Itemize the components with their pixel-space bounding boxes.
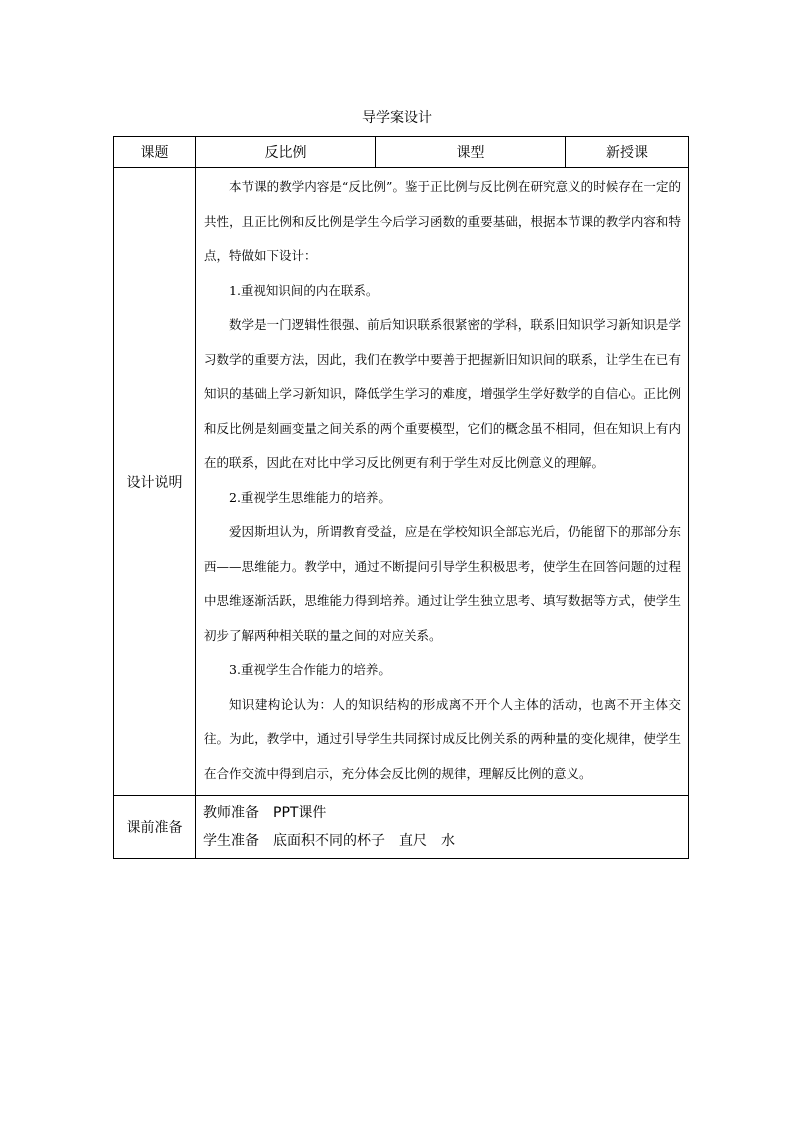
type-label: 课型 [376, 137, 566, 168]
document-title: 导学案设计 [362, 110, 432, 126]
student-preparation: 学生准备 底面积不同的杯子 直尺 水 [203, 833, 455, 849]
design-heading: 1.重视知识间的内在联系。 [229, 282, 379, 298]
design-paragraph: 数学是一门逻辑性很强、前后知识联系很紧密的学科，联系旧知识学习新知识是学习数学的重要方法，因此，我们在教学中要善于把握新旧知识间的联系，让学生在已有知识的基础上学习新知识，降低学生学习的难度，增强学生学好数学的自信心。正比例和反比例是刻画变量之间关系的两个重要模型，它们的概念虽不相同，但在知识上有内在的联系，因此在对比中学习反比例更有利于学生对反比例意义的理解。 [204, 317, 681, 470]
design-heading: 2.重视学生思维能力的培养。 [229, 489, 391, 505]
design-paragraph: 知识建构论认为：人的知识结构的形成离不开个人主体的活动，也离不开主体交往。为此，教学中，通过引导学生共同探讨成反比例关系的两种量的变化规律，使学生在合作交流中得到启示，充分体会反比例的规律，理解反比例的意义。 [204, 696, 681, 781]
preparation-content [196, 796, 689, 859]
design-heading: 3.重视学生合作能力的培养。 [229, 662, 391, 677]
preparation-label: 课前准备 [114, 796, 196, 859]
lesson-plan-table [113, 136, 689, 859]
type-value: 新授课 [566, 137, 689, 168]
topic-value: 反比例 [196, 137, 376, 168]
header-row [114, 137, 689, 168]
preparation-row [114, 796, 689, 859]
teacher-preparation: 教师准备 PPT课件 [203, 805, 327, 821]
topic-label: 课题 [114, 137, 196, 168]
design-row [114, 168, 689, 796]
design-content [196, 168, 689, 796]
design-label: 设计说明 [114, 168, 196, 796]
design-paragraph: 本节课的教学内容是“反比例”。鉴于正比例与反比例在研究意义的时候存在一定的共性，且正比例和反比例是学生今后学习函数的重要基础，根据本节课的教学内容和特点，特做如下设计： [204, 179, 681, 263]
design-paragraph: 爱因斯坦认为，所谓教育受益，应是在学校知识全部忘光后，仍能留下的那部分东西——思维能力。教学中，通过不断提问引导学生积极思考，使学生在回答问题的过程中思维逐渐活跃，思维能力得到培养。通过让学生独立思考、填写数据等方式，使学生初步了解两种相关联的量之间的对应关系。 [204, 524, 681, 643]
